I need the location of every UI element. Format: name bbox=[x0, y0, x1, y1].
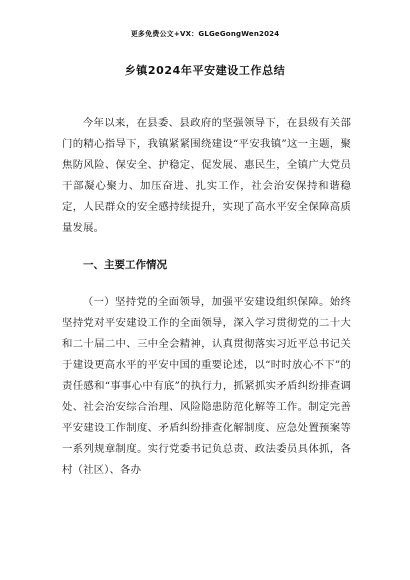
intro-paragraph: 今年以来，在县委、县政府的坚强领导下，在县级有关部门的精心指导下，我镇紧紧围绕建设“平安我镇”这一主题，聚焦防风险、保安全、护稳定、促发展、惠民生，全镇广大党员干部凝心聚力、加压奋进、扎实工作，社会治安保持和谐稳定，人民群众的安全感持续提升，实现了高水平安全保障高质量发展。 bbox=[62, 117, 351, 234]
header-note: 更多免费公文+VX：GLGeGongWen2024 bbox=[130, 30, 280, 38]
section-heading: 一、主要工作情况 bbox=[83, 259, 167, 271]
body-paragraph: （一）坚持党的全面领导，加强平安建设组织保障。始终坚持党对平安建设工作的全面领导，深入学习贯彻党的二十大和二十届二中、三中全会精神，认真贯彻落实习近平总书记关于建设更高水平的平安中国的重要论述，以“时时放心不下”的责任感和“事事心中有底”的执行力，抓紧抓实矛盾纠纷排查调处、社会治安综合治理、风险隐患防范化解等工作。制定完善平安建设工作制度、矛盾纠纷排查化解制度、应急处置预案等一系列规章制度。实行党委书记负总责、政法委员具体抓，各村（社区）、各办 bbox=[62, 296, 351, 476]
document-title: 乡镇2024年平安建设工作总结 bbox=[124, 64, 286, 77]
